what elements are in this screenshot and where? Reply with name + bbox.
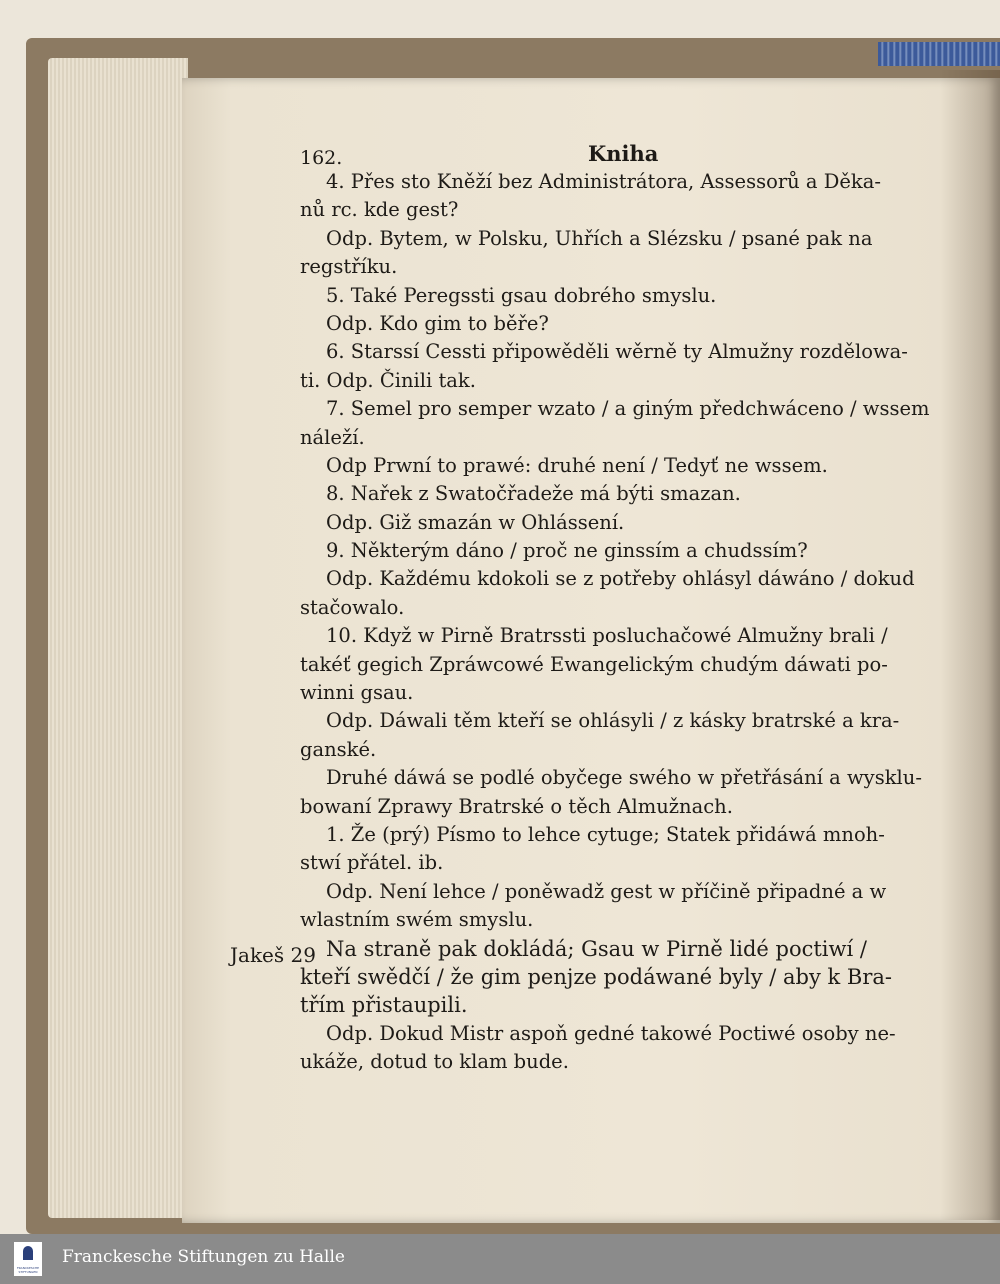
text-line: náleží. (300, 425, 365, 449)
text-line: Na straně pak dokládá; Gsau w Pirně lidé poctiwí / (326, 936, 867, 961)
text-line: ti. Odp. Činili tak. (300, 368, 476, 392)
text-line: 6. Starssí Cessti připowěděli wěrně ty Almužny rozdělowa- (326, 340, 908, 364)
text-line: bowaní Zprawy Bratrské o těch Almužnach. (300, 794, 733, 818)
text-line: Odp. Dokud Mistr aspoň gedné takowé Poctiwé osoby ne- (326, 1021, 896, 1045)
text-line: stačowalo. (300, 595, 405, 619)
page-number: 162. (300, 147, 343, 169)
text-line: ganské. (300, 737, 377, 761)
text-line: takéť gegich Zpráwcowé Ewangelickým chudým dáwati po- (300, 652, 888, 676)
text-line: kteří swědčí / že gim penjze podáwané byly / aby k Bra- (300, 964, 893, 989)
logo-emblem-icon (23, 1246, 33, 1260)
text-line: třím přistaupili. (300, 993, 468, 1018)
page-edges (48, 58, 188, 1218)
text-line: 9. Některým dáno / proč ne ginssím a chudssím? (326, 539, 808, 563)
text-line: Odp. Kdo gim to běře? (326, 311, 549, 335)
margin-note: Jakeš 29 (230, 943, 316, 967)
page-text (300, 140, 970, 1077)
footer-bar (0, 1234, 1000, 1284)
institution-logo (14, 1242, 42, 1276)
text-line: 7. Semel pro semper wzato / a giným předchwáceno / wssem (326, 397, 930, 421)
text-line: winni gsau. (300, 681, 414, 705)
text-line: 5. Také Peregssti gsau dobrého smyslu. (326, 283, 717, 307)
text-line: nů rc. kde gest? (300, 198, 459, 222)
ribbon-edge (878, 42, 1000, 66)
text-line: wlastním swém smyslu. (300, 908, 534, 932)
footer-label: Franckesche Stiftungen zu Halle (62, 1247, 345, 1267)
text-line: 4. Přes sto Kněží bez Administrátora, Assessorů a Děka- (326, 170, 881, 193)
text-line: 10. Když w Pirně Bratrssti posluchačowé Almužny brali / (326, 624, 888, 648)
running-title: Kniha (588, 141, 659, 166)
text-line: Odp. Bytem, w Polsku, Uhřích a Slézsku / psané pak na (326, 226, 873, 250)
logo-text: FRANCKESCHE STIFTUNGEN (16, 1266, 40, 1274)
text-line: Druhé dáwá se podlé obyčege swého w přetřásání a wysklu- (326, 766, 922, 790)
text-line: Odp. Každému kdokoli se z potřeby ohlásyl dáwáno / dokud (326, 567, 915, 591)
page-header (300, 140, 970, 168)
text-line: Odp. Giž smazán w Ohlássení. (326, 510, 625, 534)
text-line: Odp. Není lehce / poněwadž gest w příčině připadné a w (326, 879, 887, 903)
text-line: stwí přátel. ib. (300, 851, 444, 875)
text-line: 1. Že (prý) Písmo to lehce cytuge; Statek přidáwá mnoh- (326, 822, 885, 846)
text-line: Odp. Dáwali těm kteří se ohlásyli / z kásky bratrské a kra- (326, 709, 900, 733)
text-line: regstříku. (300, 255, 398, 279)
text-line: Odp Prwní to prawé: druhé není / Tedyť ne wssem. (326, 453, 828, 477)
text-line: 8. Nařek z Swatočřadeže má býti smazan. (326, 482, 741, 506)
text-line: ukáže, dotud to klam bude. (300, 1050, 569, 1074)
